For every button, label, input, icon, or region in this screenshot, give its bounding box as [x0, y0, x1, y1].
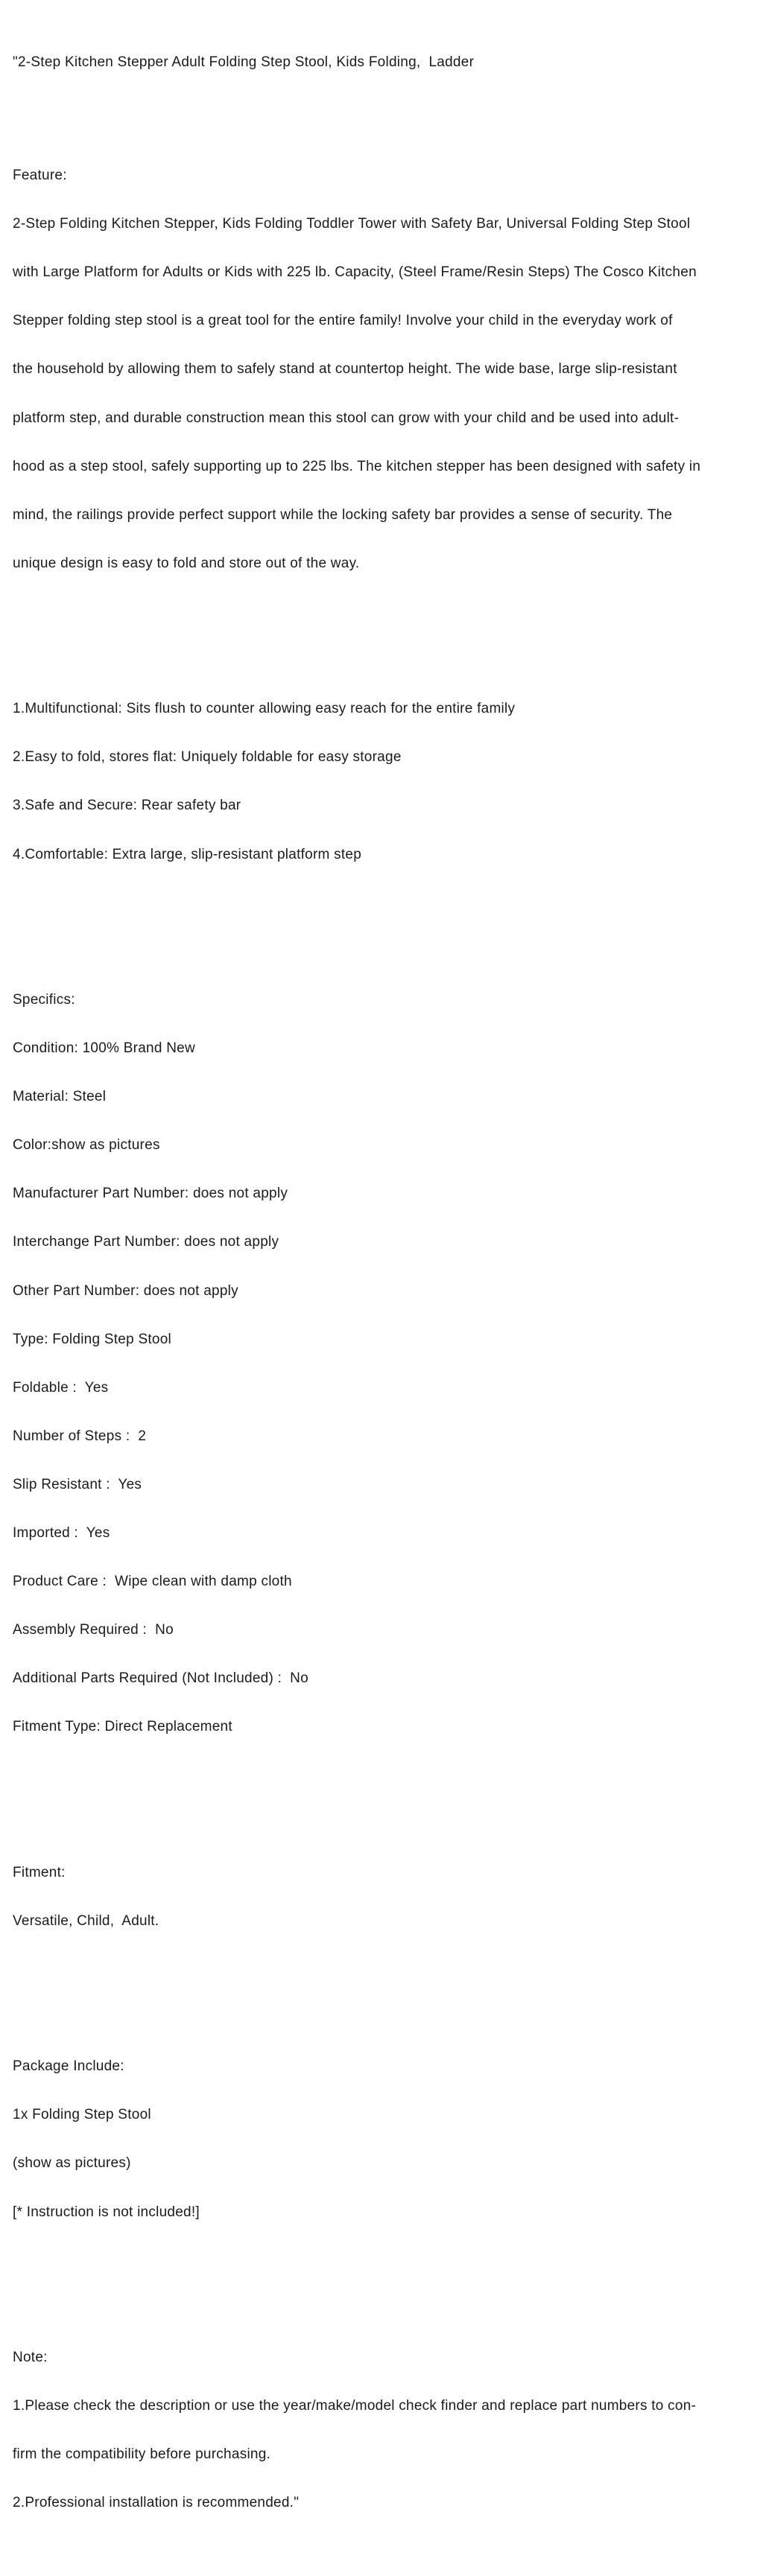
- text-line: hood as a step stool, safely supporting up to 225 lbs. The kitchen stepper has been designed with safety in: [13, 458, 701, 474]
- fitment-heading: Fitment:: [13, 1864, 66, 1880]
- spec-foldable: Foldable : Yes: [13, 1379, 109, 1396]
- section-specifics: [13, 959, 753, 1767]
- package-instruction-note: [* Instruction is not included!]: [13, 2204, 200, 2220]
- text-line: with Large Platform for Adults or Kids with 225 lb. Capacity, (Steel Frame/Resin Steps) The Cosco Kitchen: [13, 264, 697, 281]
- feature-heading: Feature:: [13, 168, 67, 184]
- spec-manufacturer-part-number: Manufacturer Part Number: does not apply: [13, 1186, 288, 1202]
- highlight-item: 2.Easy to fold, stores flat: Uniquely foldable for easy storage: [13, 749, 402, 766]
- text-line: the household by allowing them to safely stand at countertop height. The wide base, large slip-resistant: [13, 361, 677, 378]
- note-line: 1.Please check the description or use the year/make/model check finder and replace part numbers to con-: [13, 2397, 697, 2414]
- spec-other-part-number: Other Part Number: does not apply: [13, 1282, 238, 1299]
- section-feature: [13, 136, 753, 604]
- spec-material: Material: Steel: [13, 1089, 107, 1105]
- text-line: platform step, and durable construction mean this stool can grow with your child and be used into adult-: [13, 410, 680, 426]
- section-highlights: [13, 669, 753, 895]
- highlight-item: 1.Multifunctional: Sits flush to counter allowing easy reach for the entire family: [13, 701, 516, 717]
- note-heading: Note:: [13, 2349, 48, 2365]
- spec-slip-resistant: Slip Resistant : Yes: [13, 1476, 142, 1492]
- section-fitment: [13, 1832, 753, 1962]
- package-heading: Package Include:: [13, 2058, 124, 2075]
- package-item: 1x Folding Step Stool: [13, 2107, 151, 2123]
- spec-assembly-required: Assembly Required : No: [13, 1622, 174, 1638]
- note-line: 2.Professional installation is recommended.": [13, 2495, 300, 2511]
- highlight-item: 3.Safe and Secure: Rear safety bar: [13, 798, 241, 814]
- text-line: mind, the railings provide perfect support while the locking safety bar provides a sense of security. The: [13, 506, 673, 523]
- fitment-value: Versatile, Child, Adult.: [13, 1912, 159, 1929]
- spec-number-of-steps: Number of Steps : 2: [13, 1428, 147, 1444]
- spec-fitment-type: Fitment Type: Direct Replacement: [13, 1719, 232, 1735]
- spec-condition: Condition: 100% Brand New: [13, 1040, 195, 1056]
- text-line: unique design is easy to fold and store out of the way.: [13, 555, 360, 571]
- section-package: [13, 2026, 753, 2253]
- spec-type: Type: Folding Step Stool: [13, 1331, 172, 1347]
- spec-additional-parts: Additional Parts Required (Not Included) : No: [13, 1670, 308, 1687]
- specifics-heading: Specifics:: [13, 991, 75, 1008]
- spec-product-care: Product Care : Wipe clean with damp cloth: [13, 1574, 292, 1590]
- section-note: [13, 2317, 753, 2543]
- spec-interchange-part-number: Interchange Part Number: does not apply: [13, 1234, 279, 1250]
- spec-imported: Imported : Yes: [13, 1525, 110, 1542]
- highlight-item: 4.Comfortable: Extra large, slip-resistant platform step: [13, 846, 362, 862]
- spec-color: Color:show as pictures: [13, 1137, 160, 1154]
- product-title: "2-Step Kitchen Stepper Adult Folding Step Stool, Kids Folding, Ladder: [13, 54, 475, 71]
- package-note: (show as pictures): [13, 2155, 131, 2172]
- text-line: 2-Step Folding Kitchen Stepper, Kids Folding Toddler Tower with Safety Bar, Universal Folding Step Stool: [13, 216, 691, 232]
- note-line: firm the compatibility before purchasing.: [13, 2446, 271, 2463]
- text-line: Stepper folding step stool is a great tool for the entire family! Involve your child in the everyday work of: [13, 313, 673, 329]
